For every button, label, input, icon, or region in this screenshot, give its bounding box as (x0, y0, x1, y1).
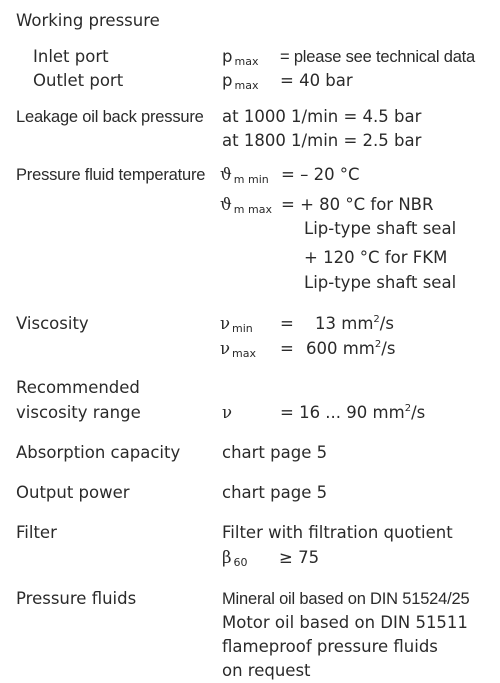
filter-value: Filter with filtration quotient (222, 523, 453, 542)
viscosity-max-symbol: νmax (220, 339, 256, 360)
filter-beta-symbol: β 60 (222, 548, 248, 569)
output-power-label: Output power (16, 483, 130, 502)
pressure-fluids-line-request: on request (222, 661, 311, 680)
outlet-port-label: Outlet port (33, 71, 124, 90)
temperature-max-value: = + 80 °C for NBR (281, 195, 434, 214)
viscosity-min-eq: = (280, 314, 294, 333)
leakage-line-1800: at 1800 1/min = 2.5 bar (222, 131, 422, 150)
temperature-fkm-value: + 120 °C for FKM (304, 248, 448, 267)
leakage-label: Leakage oil back pressure (16, 108, 204, 126)
temperature-label: Pressure fluid temperature (16, 166, 206, 184)
temperature-min-symbol: ϑm min (220, 165, 269, 186)
absorption-value: chart page 5 (222, 443, 328, 462)
viscosity-min-symbol: νmin (220, 314, 253, 335)
viscosity-label: Viscosity (16, 314, 89, 333)
viscosity-max-value: 600 $mm^2/s$ (306, 339, 396, 358)
pressure-fluids-label: Pressure fluids (16, 589, 137, 608)
outlet-port-value: = 40 bar (280, 71, 353, 90)
pressure-fluids-line-mineral: Mineral oil based on DIN 51524/25 (222, 590, 470, 608)
recommended-symbol: ν (222, 403, 233, 422)
filter-beta-value: ≥ 75 (279, 548, 320, 567)
temperature-fkm-note: Lip-type shaft seal (304, 273, 457, 292)
filter-label: Filter (16, 523, 57, 542)
recommended-label-line-2: viscosity range (16, 403, 141, 422)
pressure-fluids-line-flameproof: flameproof pressure fluids (222, 637, 438, 656)
inlet-port-label: Inlet port (33, 47, 109, 66)
viscosity-min-value: 13 $mm^2/s$ (315, 314, 394, 333)
temperature-nbr-note: Lip-type shaft seal (304, 219, 457, 238)
outlet-port-symbol: pmax (222, 71, 259, 92)
inlet-port-symbol: pmax (222, 47, 259, 68)
recommended-label-line-1: Recommended (16, 378, 140, 397)
working-pressure-heading: Working pressure (16, 11, 160, 30)
temperature-min-value: = – 20 °C (281, 165, 360, 184)
leakage-line-1000: at 1000 1/min = 4.5 bar (222, 107, 422, 126)
absorption-label: Absorption capacity (16, 443, 181, 462)
pressure-fluids-line-motor: Motor oil based on DIN 51511 (222, 613, 468, 632)
recommended-value: = 16 ... 90 $mm^2/s$ (280, 403, 426, 422)
viscosity-max-eq: = (280, 339, 294, 358)
output-power-value: chart page 5 (222, 483, 328, 502)
inlet-port-value: = please see technical data (280, 48, 476, 66)
temperature-max-symbol: ϑm max (220, 195, 272, 216)
